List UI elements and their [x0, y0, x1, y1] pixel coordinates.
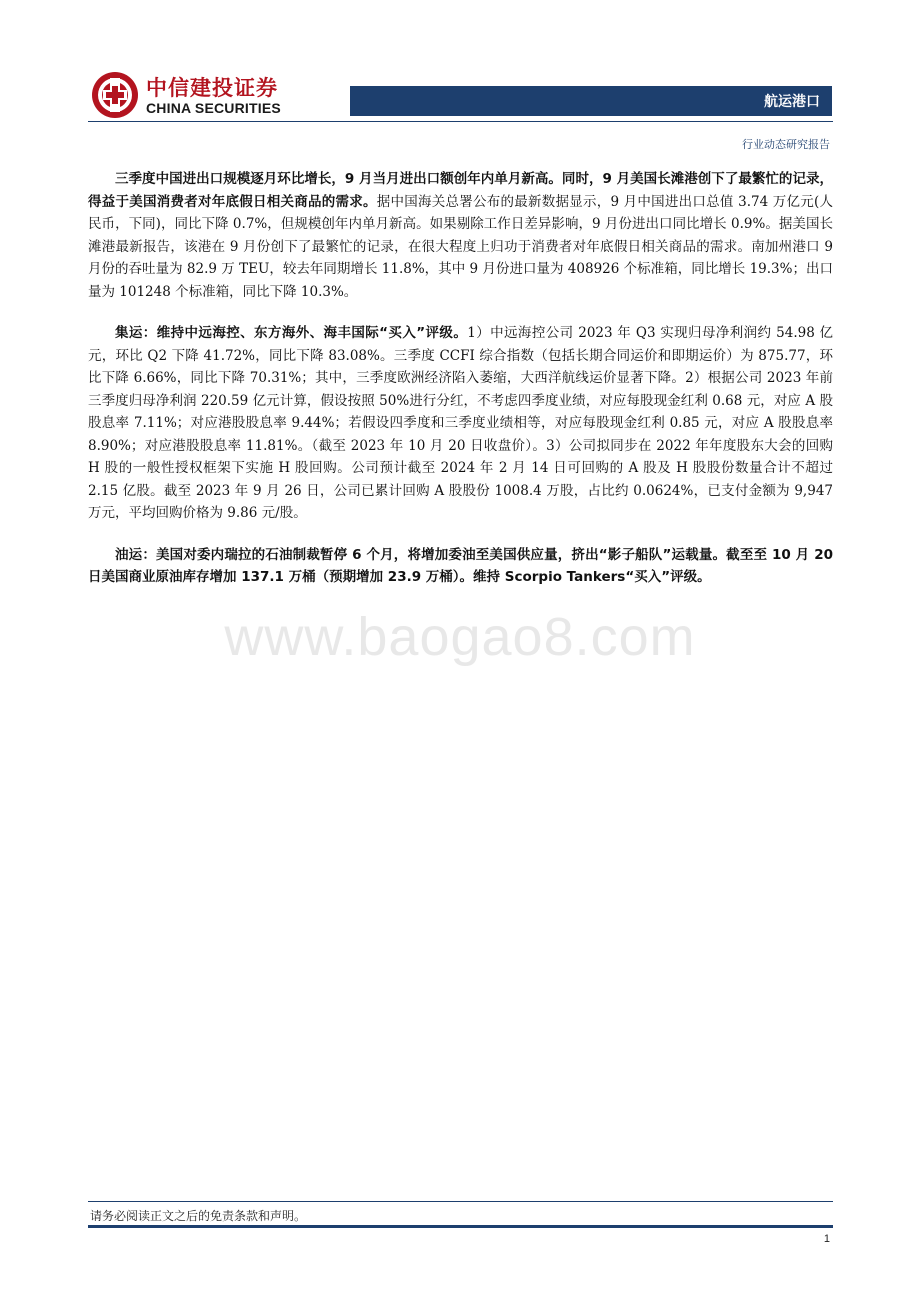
paragraph-lead: 集运：维持中远海控、东方海外、海丰国际“买入”评级。 — [115, 325, 468, 341]
logo-chinese-name: 中信建投证券 — [146, 76, 278, 100]
paragraph-container-shipping — [88, 322, 833, 525]
sector-banner — [350, 86, 832, 116]
paragraph-lead: 三季度中国进出口规模逐月环比增长，9 月当月进出口额创年内单月新高。同时，9 月美国长滩港创下了最繁忙的记录，得益于美国消费者对年底假日相关商品的需求。 — [88, 171, 833, 210]
header-divider — [88, 121, 833, 122]
watermark: www.baogao8.com — [224, 607, 696, 667]
company-logo — [90, 70, 300, 122]
footer-bar — [88, 1225, 833, 1228]
report-body — [88, 168, 833, 608]
paragraph-lead: 油运：美国对委内瑞拉的石油制裁暂停 6 个月，将增加委油至美国供应量，挤出“影子船队”运载量。截至至 10 月 20 日美国商业原油库存增加 137.1 万桶（预期增加 23.9 万桶）。维持 Scorpio Tankers“买入”评级。 — [88, 546, 833, 585]
logo-english-name: CHINA SECURITIES — [146, 100, 281, 116]
disclaimer-text: 请务必阅读正文之后的免责条款和声明。 — [90, 1209, 307, 1223]
sector-label: 航运港口 — [764, 94, 820, 110]
paragraph-trade-overview — [88, 168, 833, 303]
footer-divider — [88, 1201, 833, 1202]
citic-logo-icon — [90, 70, 140, 120]
report-type: 行业动态研究报告 — [742, 138, 830, 151]
paragraph-oil-shipping — [88, 544, 833, 589]
page-number: 1 — [823, 1233, 830, 1245]
paragraph-text: 1）中远海控公司 2023 年 Q3 实现归母净利润约 54.98 亿元，环比 Q2 下降 41.72%，同比下降 83.08%。三季度 CCFI 综合指数（包括长期合同运价和即期运价）为 875.77，环比下降 6.66%，同比下降 70.31%；其中，三季度欧洲经济陷入萎缩，大西洋航线运价显著下降。2）根据公司 2023 年前三季度归母净利润 220.59 亿元计算，假设按照 50%进行分红，不考虑四季度业绩，对应每股现金红利 0.68 元，对应 A 股股息率 7.11%；对应港股股息率 9.44%；若假设四季度和三季度业绩相等，对应每股现金红利 0.85 元，对应 A 股股息率 8.90%；对应港股股息率 11.81%。（截至 2023 年 10 月 20 日收盘价）。3）公司拟同步在 2022 年年度股东大会的回购 H 股的一般性授权框架下实施 H 股回购。公司预计截至 2024 年 2 月 14 日可回购的 A 股及 H 股股份数量合计不超过 2.15 亿股。截至 2023 年 9 月 26 日，公司已累计回购 A 股股份 1008.4 万股，占比约 0.0624%，已支付金额为 9,947 万元，平均回购价格为 9.86 元/股。 — [88, 325, 834, 521]
paragraph-text: 据中国海关总署公布的最新数据显示，9 月中国进出口总值 3.74 万亿元(人民币，下同)，同比下降 0.7%，但规模创年内单月新高。如果剔除工作日差异影响，9 月份进出口同比增长 0.9%。据美国长滩港最新报告，该港在 9 月份创下了最繁忙的记录，在很大程度上归功于消费者对年底假日相关商品的需求。南加州港口 9 月份的吞吐量为 82.9 万 TEU，较去年同期增长 11.8%，其中 9 月份进口量为 408926 个标准箱，同比增长 19.3%；出口量为 101248 个标准箱，同比下降 10.3%。 — [88, 193, 833, 300]
